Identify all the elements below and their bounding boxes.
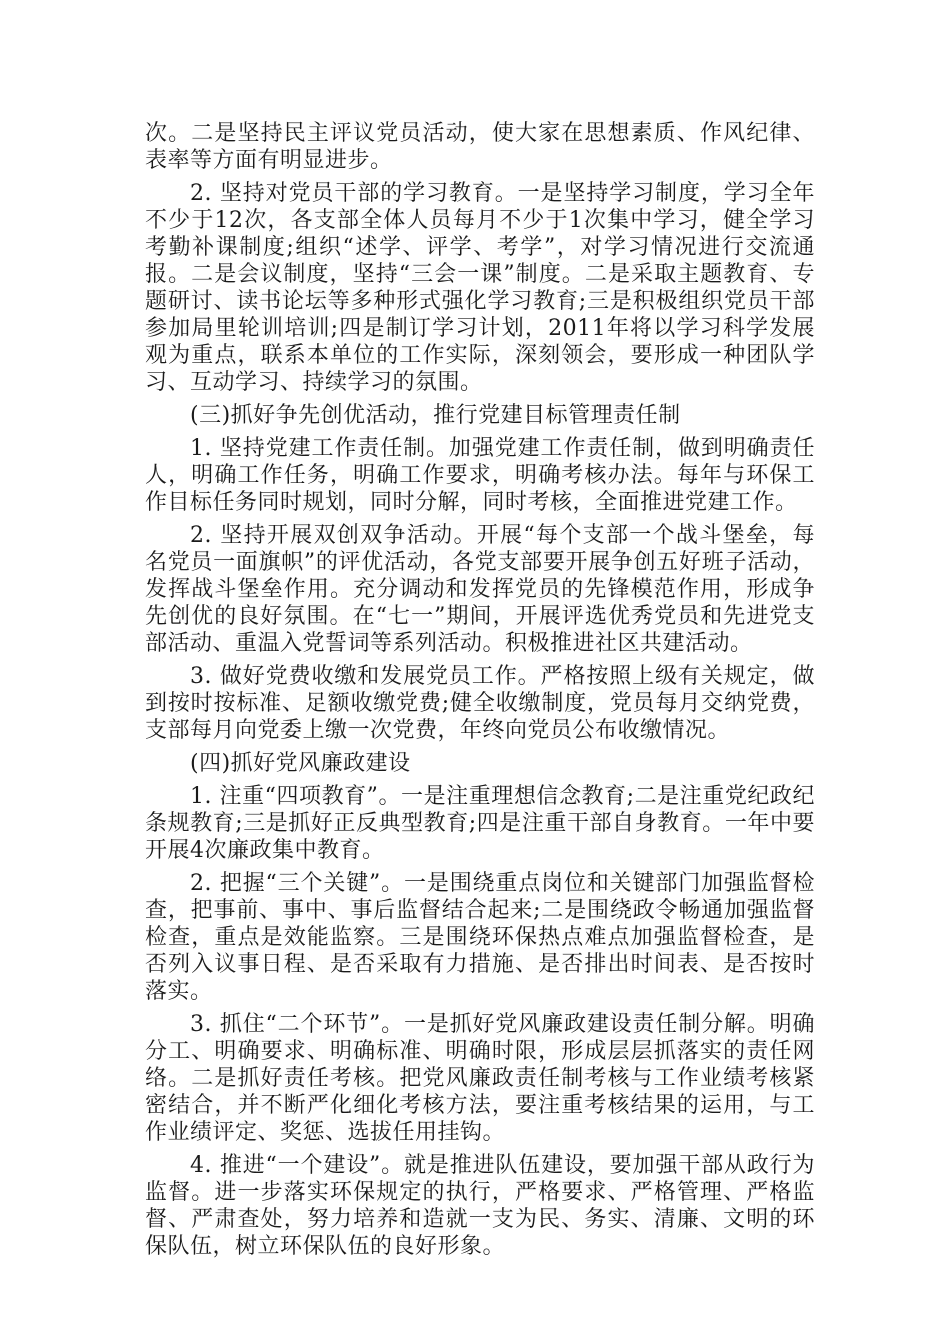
paragraph-three-keys: 2. 把握“三个关键”。一是围绕重点岗位和关键部门加强监督检查，把事前、事中、事后监督结合起来;二是围绕政令畅通加强监督检查，重点是效能监察。三是围绕环保热点难点加强监督检查，是否列入议事日程、是否采取有力措施、是否排出时间表、是否按时落实。 bbox=[145, 871, 815, 1004]
paragraph-one-construction: 4. 推进“一个建设”。就是推进队伍建设，要加强干部从政行为监督。进一步落实环保规定的执行，严格要求、严格管理、严格监督、严肃查处，努力培养和造就一支为民、务实、清廉、文明的环保队伍，树立环保队伍的良好形象。 bbox=[145, 1153, 815, 1259]
paragraph-two-links: 3. 抓住“二个环节”。一是抓好党风廉政建设责任制分解。明确分工、明确要求、明确标准、明确时限，形成层层抓落实的责任网络。二是抓好责任考核。把党风廉政责任制考核与工作业绩考核紧密结合，并不断严化细化考核方法，要注重考核结果的运用，与工作业绩评定、奖惩、选拔任用挂钩。 bbox=[145, 1012, 815, 1145]
paragraph-four-educations: 1. 注重“四项教育”。一是注重理想信念教育;二是注重党纪政纪条规教育;三是抓好正反典型教育;四是注重干部自身教育。一年中要开展4次廉政集中教育。 bbox=[145, 784, 815, 863]
paragraph-double-creation: 2. 坚持开展双创双争活动。开展“每个支部一个战斗堡垒，每名党员一面旗帜”的评优活动，各党支部要开展争创五好班子活动，发挥战斗堡垒作用。充分调动和发挥党员的先锋模范作用，形成争先创优的良好氛围。在“七一”期间，开展评选优秀党员和先进党支部活动、重温入党誓词等系列活动。积极推进社区共建活动。 bbox=[145, 523, 815, 656]
paragraph-continuation: 次。二是坚持民主评议党员活动，使大家在思想素质、作风纪律、表率等方面有明显进步。 bbox=[145, 121, 815, 173]
section-heading-3: (三)抓好争先创优活动，推行党建目标管理责任制 bbox=[190, 403, 681, 428]
section-heading-4: (四)抓好党风廉政建设 bbox=[190, 751, 411, 776]
paragraph-responsibility-system: 1. 坚持党建工作责任制。加强党建工作责任制，做到明确责任人，明确工作任务，明确工作要求，明确考核办法。每年与环保工作目标任务同时规划，同时分解，同时考核，全面推进党建工作。 bbox=[145, 436, 815, 515]
paragraph-party-dues: 3. 做好党费收缴和发展党员工作。严格按照上级有关规定，做到按时按标准、足额收缴党费;健全收缴制度，党员每月交纳党费，支部每月向党委上缴一次党费，年终向党员公布收缴情况。 bbox=[145, 664, 815, 743]
paragraph-study-education: 2. 坚持对党员干部的学习教育。一是坚持学习制度，学习全年不少于12次，各支部全体人员每月不少于1次集中学习，健全学习考勤补课制度;组织“述学、评学、考学”，对学习情况进行交流通报。二是会议制度，坚持“三会一课”制度。二是采取主题教育、专题研讨、读书论坛等多种形式强化学习教育;三是积极组织党员干部参加局里轮训培训;四是制订学习计划，2011年将以学习科学发展观为重点，联系本单位的工作实际，深刻领会，要形成一种团队学习、互动学习、持续学习的氛围。 bbox=[145, 181, 815, 395]
document-page bbox=[145, 120, 815, 1260]
